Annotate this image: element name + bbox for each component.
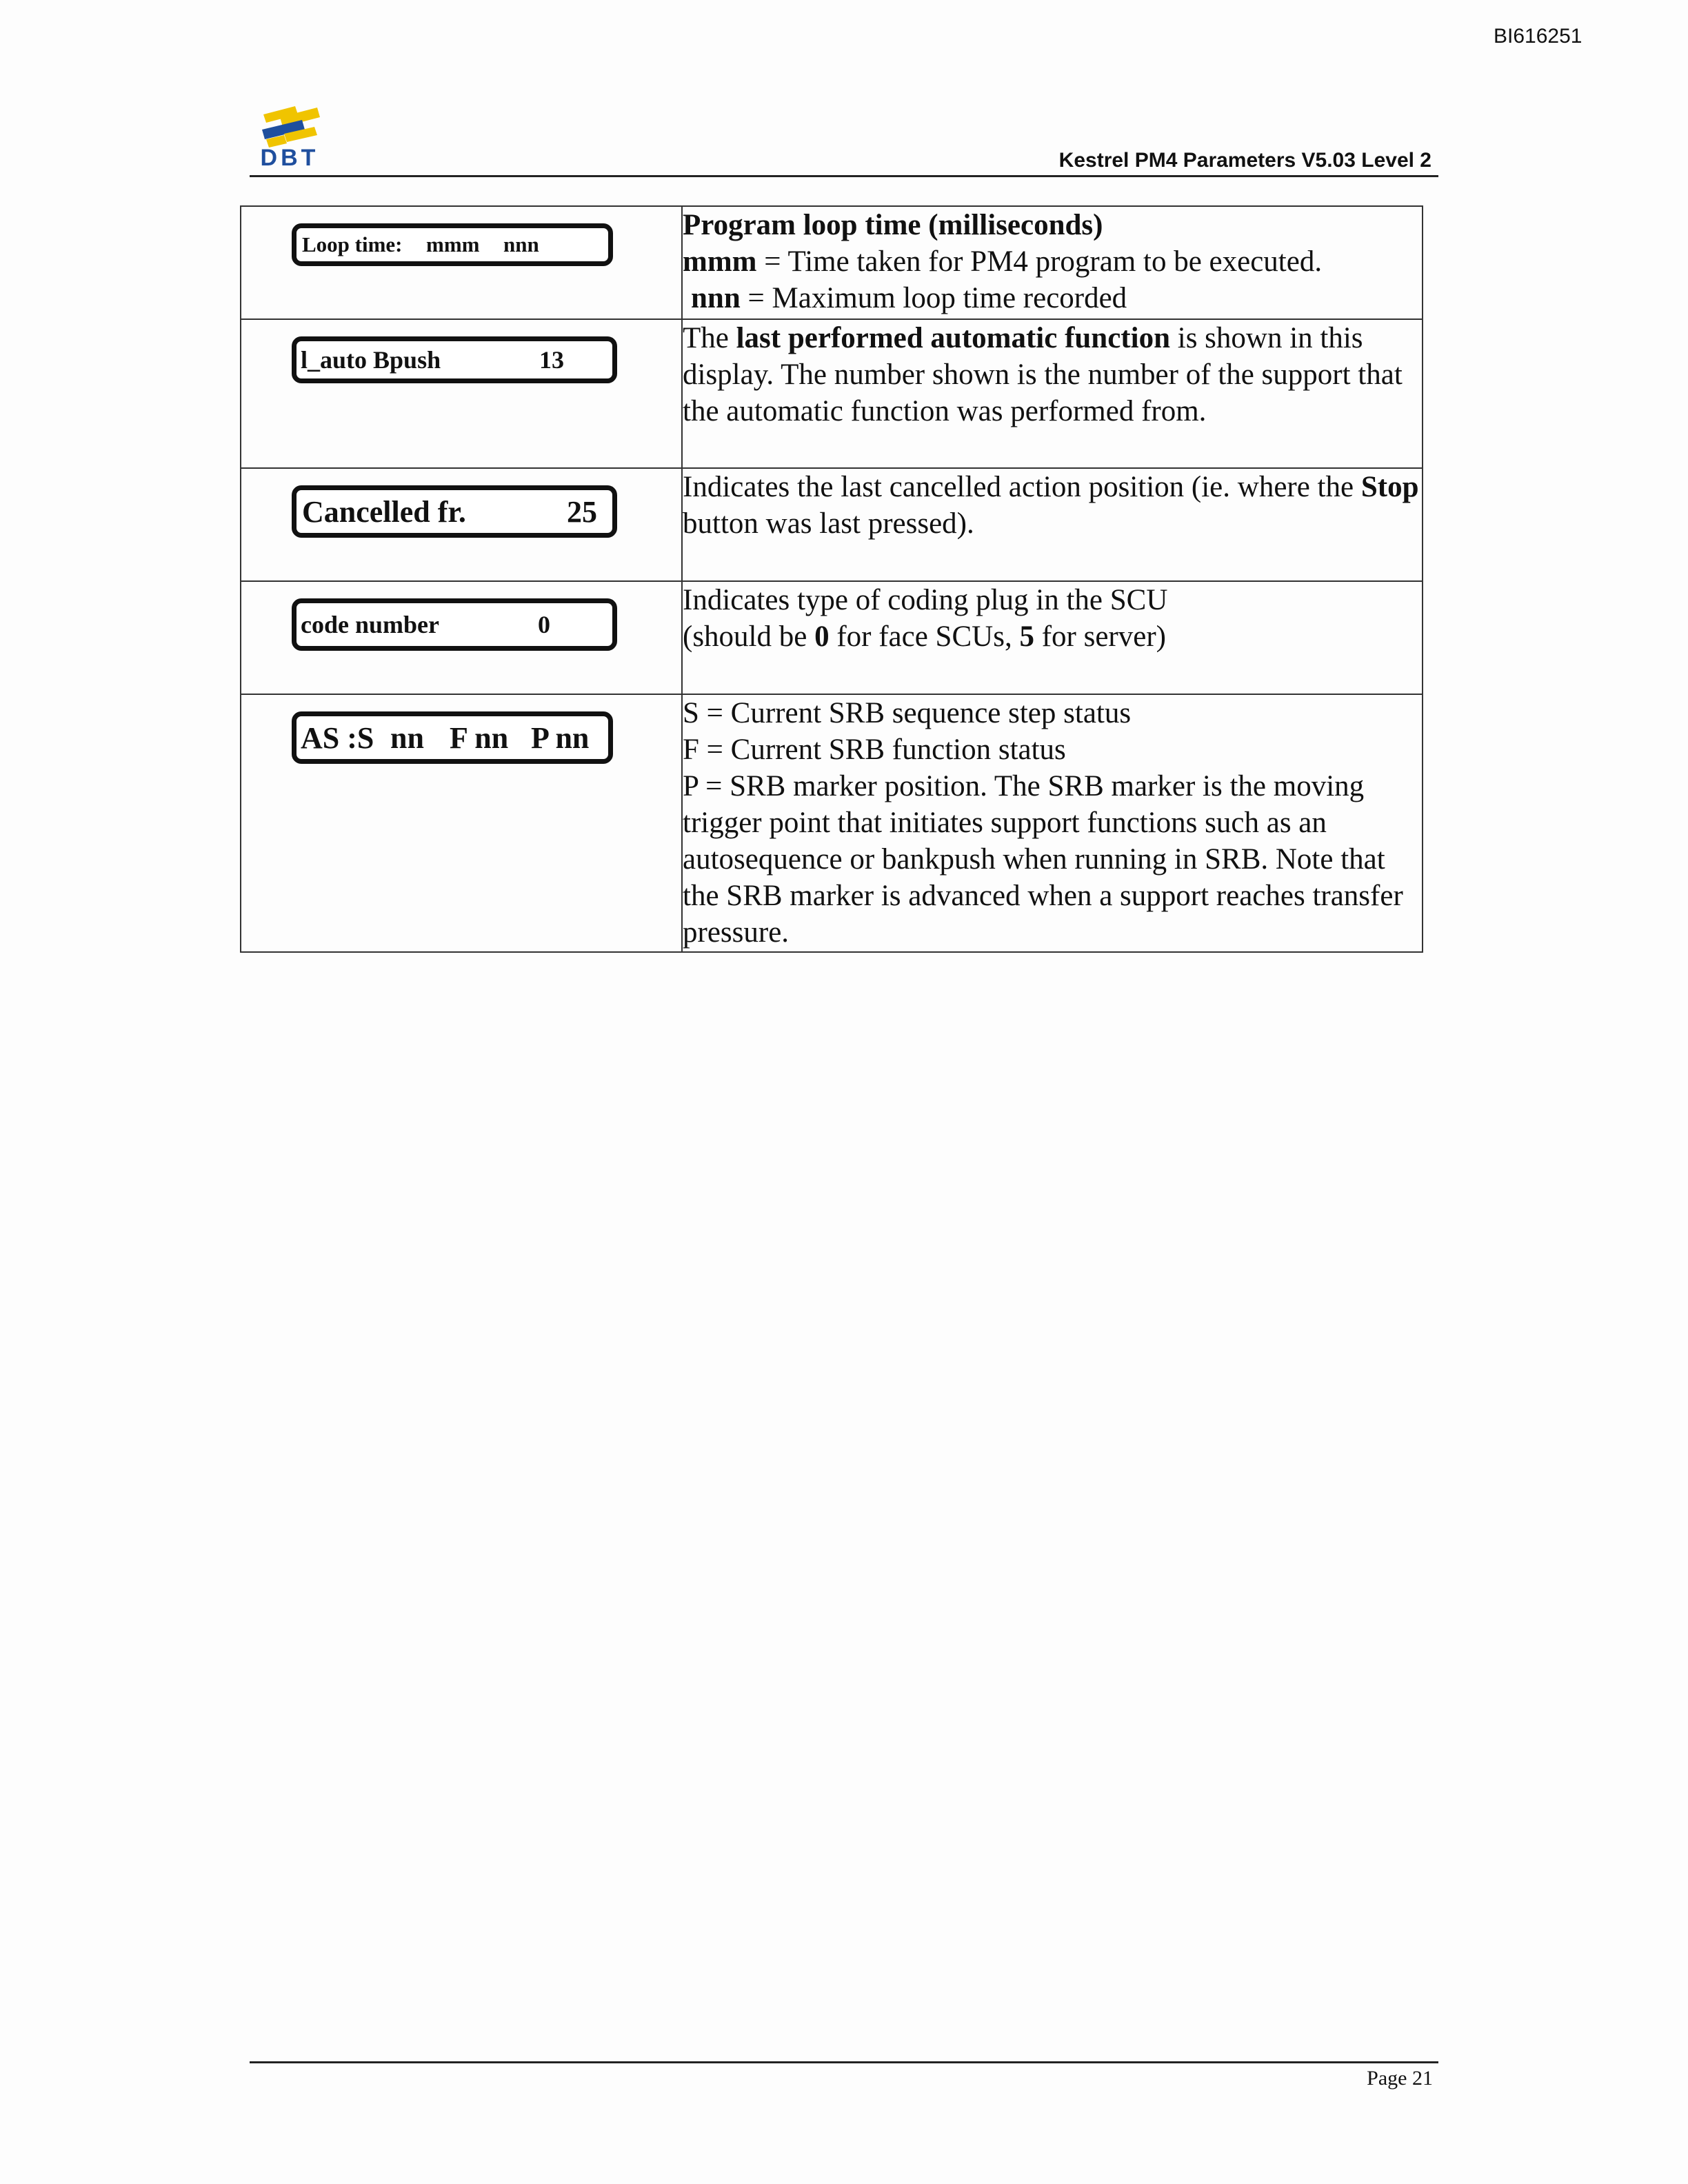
footer-rule <box>250 2061 1438 2063</box>
description-cell <box>682 694 1423 952</box>
lcd-label: Cancelled fr. <box>302 494 466 529</box>
document-id: BI616251 <box>1494 25 1582 48</box>
lcd-cell <box>241 694 682 952</box>
lcd-cell <box>241 206 682 319</box>
description-cell <box>682 206 1423 319</box>
code-server: 5 <box>1019 620 1034 653</box>
table-row <box>241 319 1423 468</box>
description-emphasis: last performed automatic function <box>736 322 1170 354</box>
lcd-display <box>292 598 617 651</box>
term-nnn: nnn <box>691 282 741 314</box>
description-text: for face SCUs, <box>829 620 1020 653</box>
description-text: The <box>683 322 736 354</box>
lcd-label: code number <box>301 611 439 638</box>
lcd-display <box>292 485 617 538</box>
lcd-cell <box>241 319 682 468</box>
page-number: Page 21 <box>1367 2067 1433 2090</box>
description-text: = Time taken for PM4 program to be executed. <box>756 245 1323 278</box>
lcd-value: 13 <box>539 346 564 374</box>
description-cell <box>682 581 1423 694</box>
header-title: Kestrel PM4 Parameters V5.03 Level 2 <box>1058 149 1431 172</box>
description-cell <box>682 319 1423 468</box>
header-rule <box>250 175 1438 177</box>
description-text: S = Current SRB sequence step status <box>683 697 1132 729</box>
lcd-value-nnn: nnn <box>503 232 539 256</box>
term-mmm: mmm <box>683 245 757 278</box>
description-cell <box>682 468 1423 581</box>
description-emphasis: Stop <box>1360 471 1419 503</box>
description-text: Indicates the last cancelled action position (ie. where the <box>683 471 1361 503</box>
description-text: button was last pressed). <box>683 507 974 540</box>
lcd-display <box>292 336 617 383</box>
lcd-label: l_auto Bpush <box>301 346 441 374</box>
lcd-label: Loop time: <box>302 232 403 256</box>
table-row <box>241 468 1423 581</box>
parameters-table <box>240 205 1423 953</box>
description-text: P = SRB marker position. The SRB marker is the moving trigger point that initiates support functions such as an autosequence or bankpush when running in SRB. Note that the SRB marker is advanced when a support reaches transfer pressure. <box>683 770 1403 949</box>
table-row <box>241 694 1423 952</box>
code-face: 0 <box>814 620 830 653</box>
table-row <box>241 581 1423 694</box>
lcd-cell <box>241 468 682 581</box>
lcd-value-f: F nn <box>450 720 509 755</box>
lcd-value-p: P nn <box>531 720 590 755</box>
lcd-value: 0 <box>538 611 550 638</box>
description-text: (should be <box>683 620 815 653</box>
description-text: is shown in this display. The number shown is the number of the support that the automatic function was performed from. <box>683 322 1403 427</box>
lcd-label: AS :S <box>301 720 374 755</box>
description-title: Program loop time (milliseconds) <box>683 209 1103 241</box>
description-text: = Maximum loop time recorded <box>740 282 1127 314</box>
lcd-value-s: nn <box>390 720 424 755</box>
logo-text: DBT <box>260 145 319 171</box>
lcd-value-mmm: mmm <box>426 232 480 256</box>
description-text: for server) <box>1034 620 1166 653</box>
lcd-display <box>292 223 613 266</box>
description-text: Indicates type of coding plug in the SCU <box>683 584 1168 616</box>
lcd-value: 25 <box>567 494 597 529</box>
lcd-display <box>292 711 613 764</box>
description-text: F = Current SRB function status <box>683 734 1066 766</box>
table-row <box>241 206 1423 319</box>
lcd-cell <box>241 581 682 694</box>
